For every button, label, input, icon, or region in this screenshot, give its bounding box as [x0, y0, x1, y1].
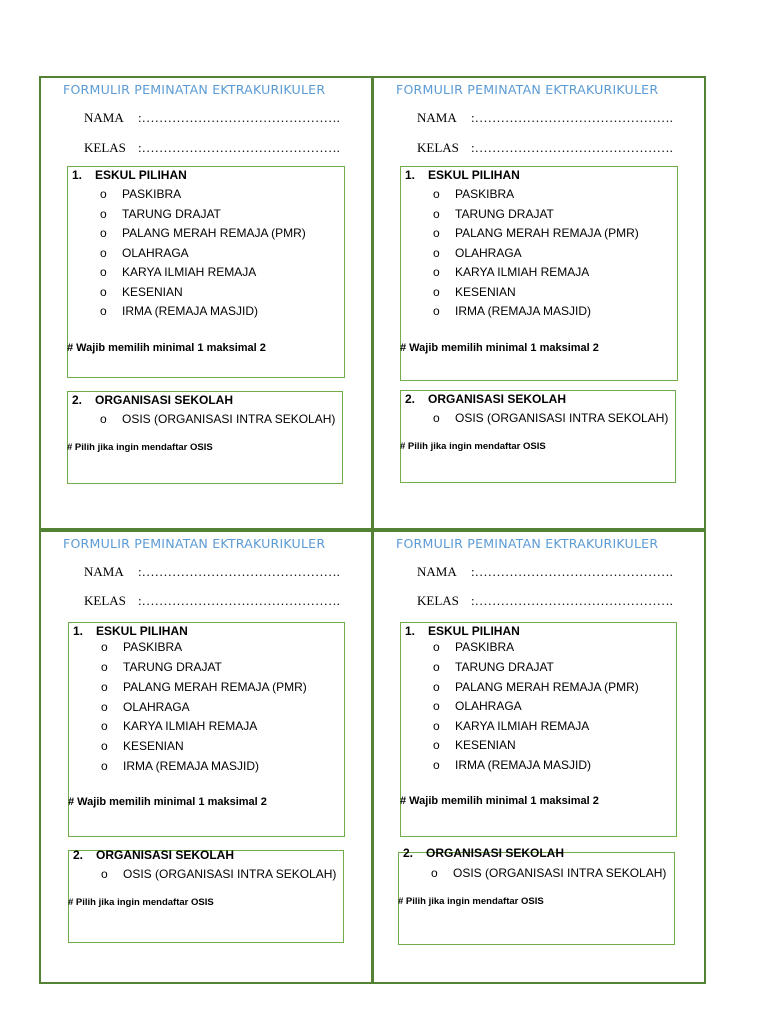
nama-blank: :………………………………………. — [471, 564, 673, 579]
bullet-icon: o — [101, 660, 108, 674]
item-label: PASKIBRA — [122, 187, 182, 201]
eskul-section — [68, 622, 345, 837]
kelas-blank: :………………………………………. — [471, 593, 673, 608]
list-item — [433, 660, 554, 674]
section-heading — [405, 624, 520, 638]
section-number: 1. — [405, 168, 416, 182]
list-item — [100, 285, 183, 299]
item-label: OSIS (ORGANISASI INTRA SEKOLAH) — [122, 412, 336, 426]
section-title: ESKUL PILIHAN — [96, 624, 188, 638]
bullet-icon: o — [433, 304, 440, 318]
bullet-icon: o — [100, 265, 107, 279]
bullet-icon: o — [433, 757, 440, 772]
bullet-icon: o — [100, 226, 107, 240]
organisasi-section — [398, 846, 675, 945]
bullet-icon: o — [433, 738, 440, 752]
item-label: KESENIAN — [455, 284, 516, 299]
bullet-icon: o — [433, 640, 440, 654]
list-item — [100, 265, 256, 279]
list-item — [101, 867, 336, 881]
item-label: PASKIBRA — [455, 187, 515, 201]
item-label: KARYA ILMIAH REMAJA — [122, 265, 257, 279]
kelas-field — [84, 140, 340, 156]
item-label: PALANG MERAH REMAJA (PMR) — [455, 680, 639, 694]
item-label: KARYA ILMIAH REMAJA — [123, 719, 258, 733]
bullet-icon: o — [100, 245, 107, 260]
section-title: ESKUL PILIHAN — [95, 168, 187, 182]
item-label: OLAHRAGA — [455, 699, 522, 713]
bullet-icon: o — [433, 265, 440, 279]
form-title: FORMULIR PEMINATAN EKTRAKURIKULER — [63, 536, 326, 551]
kelas-blank: :………………………………………. — [471, 140, 673, 155]
item-label: OSIS (ORGANISASI INTRA SEKOLAH) — [123, 867, 337, 881]
item-label: IRMA (REMAJA MASJID) — [455, 757, 592, 772]
kelas-label: KELAS — [417, 140, 459, 155]
item-label: PALANG MERAH REMAJA (PMR) — [123, 680, 307, 694]
section-heading — [72, 168, 187, 182]
item-label: TARUNG DRAJAT — [123, 660, 222, 674]
section-number: 1. — [405, 624, 416, 638]
bullet-icon: o — [433, 206, 440, 221]
bullet-icon: o — [101, 758, 108, 773]
section-note: # Wajib memilih minimal 1 maksimal 2 — [400, 795, 599, 807]
section-note: # Wajib memilih minimal 1 maksimal 2 — [67, 342, 266, 354]
list-item — [433, 758, 591, 772]
section-note: # Wajib memilih minimal 1 maksimal 2 — [400, 342, 599, 354]
section-title: ORGANISASI SEKOLAH — [96, 848, 235, 862]
organisasi-section — [400, 390, 676, 483]
section-title: ORGANISASI SEKOLAH — [95, 393, 234, 407]
nama-field — [84, 110, 340, 126]
item-label: IRMA (REMAJA MASJID) — [455, 304, 592, 318]
kelas-blank: :………………………………………. — [138, 593, 340, 608]
list-item — [433, 285, 516, 299]
list-item — [100, 187, 181, 201]
kelas-field — [417, 140, 673, 156]
section-number: 2. — [403, 846, 414, 860]
item-label: TARUNG DRAJAT — [122, 206, 221, 221]
bullet-icon: o — [433, 680, 440, 694]
section-note: # Wajib memilih minimal 1 maksimal 2 — [68, 796, 267, 808]
nama-blank: :………………………………………. — [471, 110, 673, 125]
nama-blank: :………………………………………. — [138, 110, 340, 125]
bullet-icon: o — [433, 245, 440, 260]
item-label: OLAHRAGA — [123, 699, 190, 714]
bullet-icon: o — [433, 660, 440, 674]
section-heading — [403, 846, 564, 860]
list-item — [433, 265, 589, 279]
nama-blank: :………………………………………. — [138, 564, 340, 579]
list-item — [433, 699, 522, 713]
item-label: OLAHRAGA — [455, 245, 522, 260]
list-item — [100, 412, 335, 426]
list-item — [433, 738, 516, 752]
section-heading — [72, 393, 233, 407]
bullet-icon: o — [101, 739, 108, 753]
form-card — [372, 76, 706, 530]
eskul-section — [400, 166, 678, 381]
list-item — [100, 207, 221, 221]
item-label: KARYA ILMIAH REMAJA — [455, 265, 590, 279]
list-item — [433, 207, 554, 221]
section-heading — [73, 624, 188, 638]
kelas-field — [84, 593, 340, 609]
list-item — [433, 246, 522, 260]
section-title: ESKUL PILIHAN — [428, 624, 520, 638]
list-item — [101, 660, 222, 674]
list-item — [433, 719, 589, 733]
item-label: PALANG MERAH REMAJA (PMR) — [122, 226, 306, 240]
nama-label: NAMA — [84, 564, 124, 579]
form-card — [39, 530, 373, 984]
item-label: KARYA ILMIAH REMAJA — [455, 718, 590, 733]
list-item — [101, 640, 182, 654]
nama-field — [84, 564, 340, 580]
section-title: ORGANISASI SEKOLAH — [426, 846, 565, 860]
bullet-icon: o — [100, 206, 107, 221]
item-label: OSIS (ORGANISASI INTRA SEKOLAH) — [455, 411, 669, 425]
form-title: FORMULIR PEMINATAN EKTRAKURIKULER — [396, 82, 659, 97]
eskul-section — [67, 166, 345, 378]
item-label: OSIS (ORGANISASI INTRA SEKOLAH) — [453, 866, 667, 880]
item-label: IRMA (REMAJA MASJID) — [123, 758, 260, 773]
list-item — [431, 866, 666, 880]
list-item — [101, 719, 257, 733]
section-number: 2. — [405, 392, 416, 406]
bullet-icon: o — [100, 187, 107, 201]
section-note: # Pilih jika ingin mendaftar OSIS — [68, 897, 214, 908]
form-card — [372, 530, 706, 984]
organisasi-section — [67, 391, 343, 484]
section-title: ORGANISASI SEKOLAH — [428, 392, 567, 406]
list-item — [100, 226, 306, 240]
bullet-icon: o — [431, 866, 438, 880]
form-card — [39, 76, 373, 530]
bullet-icon: o — [433, 226, 440, 240]
bullet-icon: o — [433, 187, 440, 201]
list-item — [433, 640, 514, 654]
bullet-icon: o — [433, 284, 440, 299]
kelas-label: KELAS — [417, 593, 459, 608]
organisasi-section — [68, 850, 344, 943]
item-label: KESENIAN — [123, 739, 184, 753]
form-title: FORMULIR PEMINATAN EKTRAKURIKULER — [396, 536, 659, 551]
section-heading — [73, 848, 234, 862]
bullet-icon: o — [101, 680, 108, 694]
section-title: ESKUL PILIHAN — [428, 168, 520, 182]
eskul-section — [400, 622, 677, 837]
section-number: 1. — [73, 624, 84, 638]
bullet-icon: o — [100, 412, 107, 426]
item-label: PASKIBRA — [455, 640, 515, 654]
kelas-label: KELAS — [84, 140, 126, 155]
item-label: PASKIBRA — [123, 640, 183, 654]
item-label: TARUNG DRAJAT — [455, 206, 554, 221]
nama-label: NAMA — [417, 564, 457, 579]
section-heading — [405, 168, 520, 182]
item-label: TARUNG DRAJAT — [455, 660, 554, 674]
item-label: PALANG MERAH REMAJA (PMR) — [455, 226, 639, 240]
section-number: 2. — [73, 848, 84, 862]
list-item — [101, 739, 184, 753]
list-item — [433, 304, 591, 318]
bullet-icon: o — [433, 411, 440, 425]
list-item — [433, 226, 639, 240]
item-label: IRMA (REMAJA MASJID) — [122, 304, 259, 318]
form-title: FORMULIR PEMINATAN EKTRAKURIKULER — [63, 82, 326, 97]
section-note: # Pilih jika ingin mendaftar OSIS — [67, 442, 213, 453]
list-item — [101, 759, 259, 773]
list-item — [100, 304, 258, 318]
bullet-icon: o — [100, 284, 107, 299]
kelas-blank: :………………………………………. — [138, 140, 340, 155]
section-note: # Pilih jika ingin mendaftar OSIS — [398, 896, 544, 907]
kelas-label: KELAS — [84, 593, 126, 608]
nama-label: NAMA — [84, 110, 124, 125]
bullet-icon: o — [101, 699, 108, 714]
bullet-icon: o — [100, 304, 107, 318]
list-item — [433, 411, 668, 425]
list-item — [101, 700, 190, 714]
list-item — [100, 246, 189, 260]
bullet-icon: o — [433, 718, 440, 733]
bullet-icon: o — [101, 867, 108, 881]
bullet-icon: o — [433, 699, 440, 713]
list-item — [101, 680, 307, 694]
nama-field — [417, 110, 673, 126]
bullet-icon: o — [101, 640, 108, 654]
nama-field — [417, 564, 673, 580]
kelas-field — [417, 593, 673, 609]
item-label: OLAHRAGA — [122, 245, 189, 260]
list-item — [433, 680, 639, 694]
item-label: KESENIAN — [122, 284, 183, 299]
nama-label: NAMA — [417, 110, 457, 125]
section-note: # Pilih jika ingin mendaftar OSIS — [400, 441, 546, 452]
list-item — [433, 187, 514, 201]
item-label: KESENIAN — [455, 738, 516, 752]
bullet-icon: o — [101, 719, 108, 733]
section-heading — [405, 392, 566, 406]
section-number: 2. — [72, 393, 83, 407]
section-number: 1. — [72, 168, 83, 182]
